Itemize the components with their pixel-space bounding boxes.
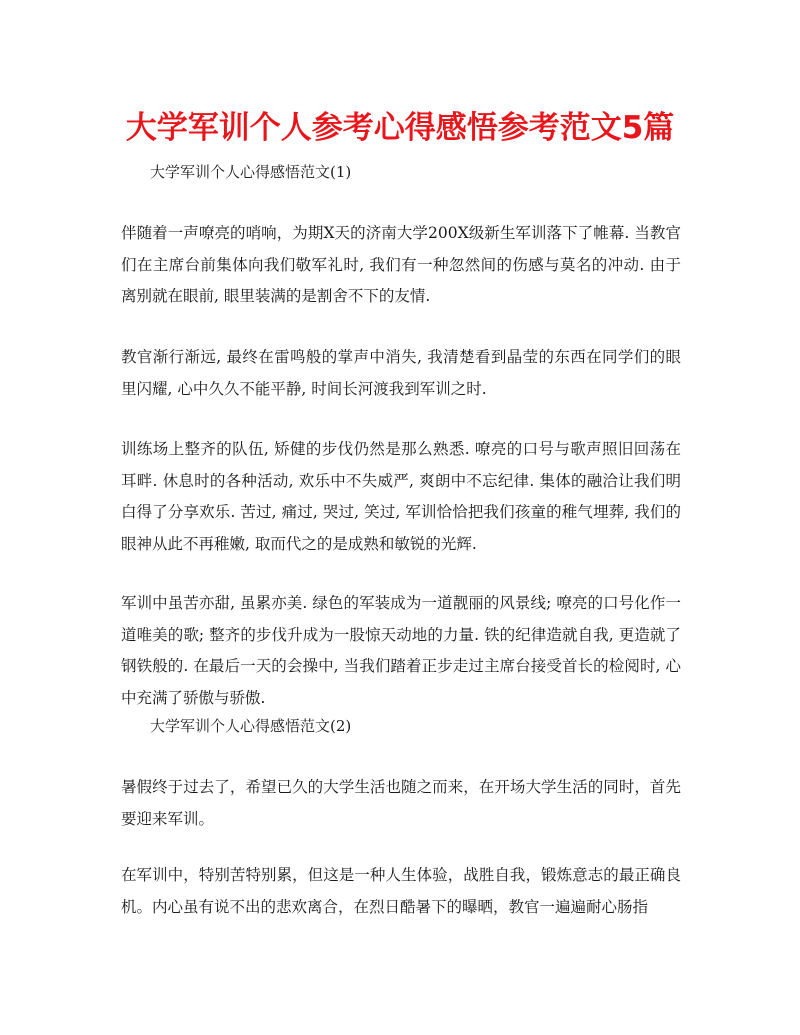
paragraph-1: 伴随着一声嘹亮的哨响，为期X天的济南大学200X级新生军训落下了帷幕. 当教官们在主席台前集体向我们敬军礼时, 我们有一种忽然间的伤感与莫名的冲动. 由于离别就在眼前, 眼里装满的是割舍不下的友情. bbox=[121, 224, 681, 305]
paragraph-2: 教官渐行渐远, 最终在雷鸣般的掌声中消失, 我清楚看到晶莹的东西在同学们的眼里闪耀, 心中久久不能平静, 时间长河渡我到军训之时. bbox=[121, 348, 681, 398]
paragraph-4: 军训中虽苦亦甜, 虽累亦美. 绿色的军装成为一道靓丽的风景线; 嘹亮的口号化作一道唯美的歌; 整齐的步伐升成为一股惊天动地的力量. 铁的纪律造就自我, 更造就了钢铁般的. 在最后一天的会操中, 当我们踏着正步走过主席台接受首长的检阅时, 心中充满了骄傲与骄傲. bbox=[121, 594, 681, 707]
section-heading-2: 大学军训个人心得感悟范文(2) bbox=[150, 717, 352, 735]
paragraph-5: 暑假终于过去了，希望已久的大学生活也随之而来，在开场大学生活的同时，首先要迎来军训。 bbox=[121, 778, 681, 828]
page-title: 大学军训个人参考心得感悟参考范文5篇 bbox=[125, 110, 675, 146]
paragraph-6: 在军训中，特别苦特别累，但这是一种人生体验，战胜自我，锻炼意志的最正确良机。内心虽有说不出的悲欢离合，在烈日酷暑下的曝晒，教官一遍遍耐心肠指 bbox=[121, 866, 681, 916]
section-heading-1: 大学军训个人心得感悟范文(1) bbox=[150, 163, 352, 181]
paragraph-3: 训练场上整齐的队伍, 矫健的步伐仍然是那么熟悉. 嘹亮的口号与歌声照旧回荡在耳畔. 休息时的各种活动, 欢乐中不失威严, 爽朗中不忘纪律. 集体的融洽让我们明白得了分享欢乐. 苦过, 痛过, 哭过, 笑过, 军训恰恰把我们孩童的稚气埋葬, 我们的眼神从此不再稚嫩, 取而代之的是成熟和敏锐的光辉. bbox=[121, 440, 681, 553]
